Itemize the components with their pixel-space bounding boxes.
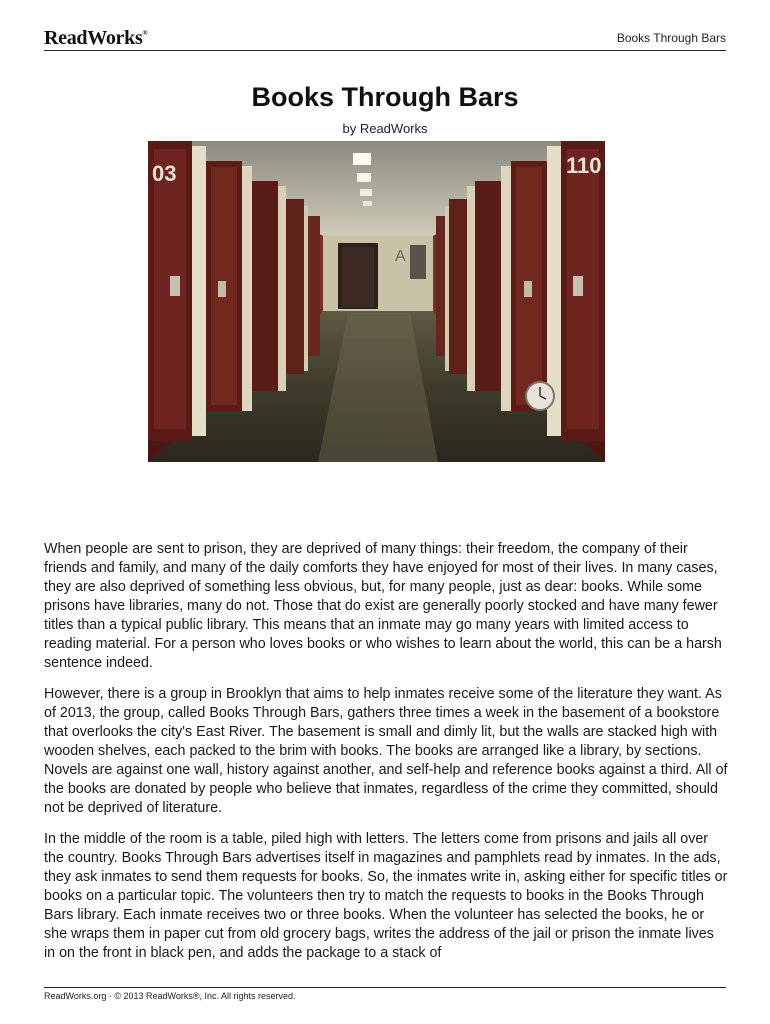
door-number-left: 03 [152,161,177,186]
door-number-right: 110 [566,153,602,178]
paragraph: In the middle of the room is a table, piled high with letters. The letters come from prisons and jails all over the country. Books Through Bars advertises itself in magazines and pamphlets read by inmates. In the ads, they ask inmates to send them requests for books. So, the inmates write in, asking either for specific titles or books on a particular topic. The volunteers then try to match the requests to books in the Books Through Bars library. Each inmate receives two or three books. When the volunteer has selected the books, he or she wraps them in paper cut from old grocery bags, writes the address of the jail or prison the inmate lives in on the front in black pen, and adds the package to a stack of [44,831,728,961]
byline: by ReadWorks [342,121,428,136]
page-footer: ReadWorks.org · © 2013 ReadWorks®, Inc. All rights reserved. [44,987,726,1001]
page-title: Books Through Bars [251,82,519,112]
page-header [44,26,726,51]
paragraph: When people are sent to prison, they are deprived of many things: their freedom, the company of their friends and family, and many of the daily comforts they have enjoyed for most of their lives. In many cases, they are also deprived of something less obvious, but, for many people, just as dear: books. While some prisons have libraries, many do not. Those that do exist are generally poorly stocked and have many fewer titles than a typical public library. This means that an inmate may go many years with limited access to reading material. For a person who loves books or who wishes to learn about the world, this can be a harsh sentence indeed. [44,541,722,671]
prison-corridor-photo [148,141,605,462]
article-body [44,540,728,975]
paragraph: However, there is a group in Brooklyn that aims to help inmates receive some of the literature they want. As of 2013, the group, called Books Through Bars, gathers three times a week in the basement of a bookstore that overlooks the city's East River. The basement is small and dimly lit, but the walls are stacked high with wooden shelves, each packed to the brim with books. The books are arranged like a library, by sections. Novels are against one wall, history against another, and self-help and reference books against a third. All of the books are donated by people who believe that inmates, regardless of the crime they committed, should not be deprived of literature. [44,686,728,816]
photo-illustration [148,141,605,462]
readworks-logo [44,27,147,50]
logo-text: ReadWorks [44,27,143,49]
running-title: Books Through Bars [616,31,726,45]
back-wall-sign: A [395,248,406,265]
logo-registered-mark: ® [142,29,148,37]
